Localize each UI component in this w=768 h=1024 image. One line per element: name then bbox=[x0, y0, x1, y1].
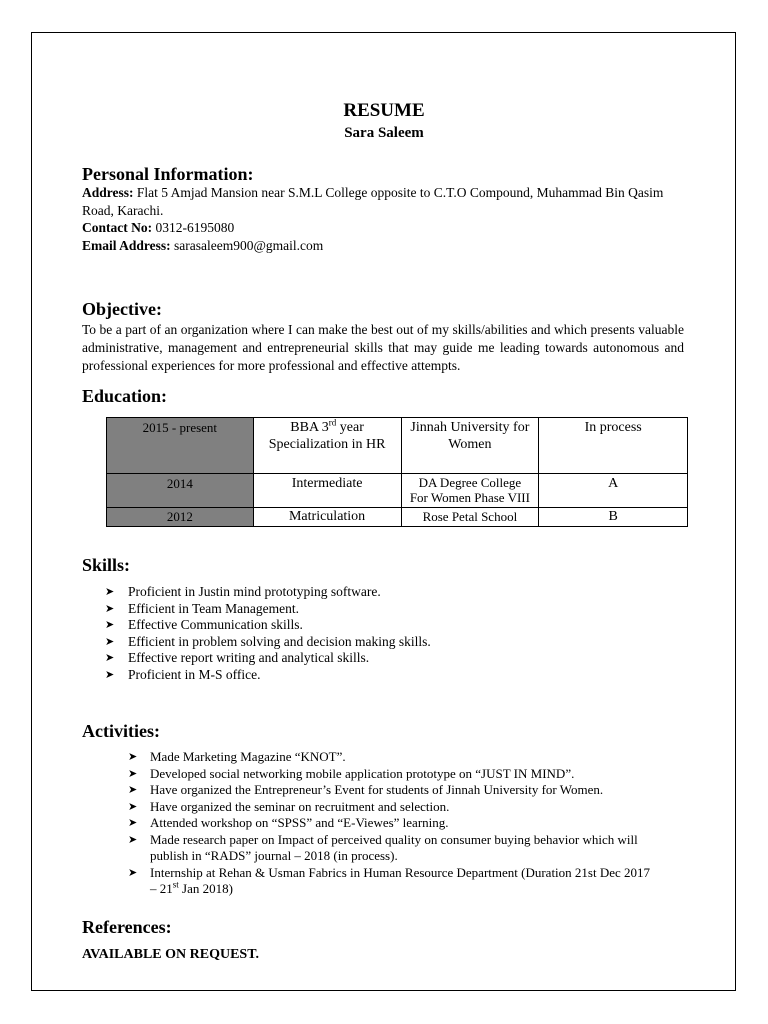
arrow-bullet-icon: ➤ bbox=[128, 866, 138, 879]
list-item-continued: publish in “RADS” journal – 2018 (in process). bbox=[150, 848, 398, 863]
contact-label: Contact No: bbox=[82, 220, 153, 235]
personal-info-heading: Personal Information: bbox=[82, 164, 254, 184]
list-item: ➤ Proficient in M-S office. bbox=[105, 666, 261, 682]
result-cell: A bbox=[539, 474, 688, 508]
year-cell: 2015 - present bbox=[107, 418, 254, 474]
arrow-bullet-icon: ➤ bbox=[105, 652, 115, 664]
arrow-bullet-icon: ➤ bbox=[128, 833, 138, 846]
arrow-bullet-icon: ➤ bbox=[128, 817, 138, 829]
education-table bbox=[106, 417, 688, 527]
email-line bbox=[82, 238, 323, 254]
list-item: ➤ Effective report writing and analytical skills. bbox=[105, 650, 370, 665]
candidate-name: Sara Saleem bbox=[344, 125, 424, 141]
list-item: ➤ Proficient in Justin mind prototyping software. bbox=[105, 584, 381, 599]
arrow-bullet-icon: ➤ bbox=[105, 668, 115, 681]
objective-text: To be a part of an organization where I can make the best out of my skills/abilities and which presents valuable administrative, management and entrepreneurial skills that may guide me leading towards autonomous and professional experiences for more professional and effective attempts. bbox=[82, 322, 684, 373]
degree-cell: Matriculation bbox=[253, 508, 401, 527]
table-row bbox=[107, 418, 688, 474]
list-item: ➤ Developed social networking mobile application prototype on “JUST IN MIND”. bbox=[128, 765, 575, 781]
address-line bbox=[82, 185, 663, 201]
skills-heading: Skills: bbox=[82, 555, 131, 575]
list-item: ➤ Efficient in Team Management. bbox=[105, 600, 299, 616]
activities-list bbox=[128, 749, 650, 898]
list-item: ➤ Attended workshop on “SPSS” and “E-Viewes” learning. bbox=[128, 815, 449, 830]
list-item: ➤ Have organized the seminar on recruitment and selection. bbox=[128, 798, 450, 814]
year-cell: 2014 bbox=[107, 474, 254, 508]
contact-line bbox=[82, 220, 234, 236]
list-item: ➤ Made research paper on Impact of perceived quality on consumer buying behavior which will bbox=[128, 831, 638, 847]
list-item: ➤ Efficient in problem solving and decision making skills. bbox=[105, 633, 431, 649]
list-item: ➤ Internship at Rehan & Usman Fabrics in Human Resource Department (Duration 21st Dec 2017 bbox=[128, 864, 651, 880]
address-line-2: Road, Karachi. bbox=[82, 203, 164, 218]
result-cell: In process bbox=[539, 418, 688, 474]
arrow-bullet-icon: ➤ bbox=[105, 586, 115, 598]
list-item-continued: – 21st Jan 2018) bbox=[150, 879, 233, 896]
resume-title: RESUME bbox=[343, 100, 425, 121]
objective-heading: Objective: bbox=[82, 299, 162, 319]
list-item: ➤ Have organized the Entrepreneur’s Event for students of Jinnah University for Women. bbox=[128, 782, 604, 797]
arrow-bullet-icon: ➤ bbox=[105, 619, 115, 631]
activities-heading: Activities: bbox=[82, 721, 160, 741]
education-heading: Education: bbox=[82, 386, 168, 406]
degree-cell: Intermediate bbox=[253, 474, 401, 508]
arrow-bullet-icon: ➤ bbox=[128, 751, 138, 763]
arrow-bullet-icon: ➤ bbox=[128, 784, 138, 796]
degree-cell: BBA 3rd year Specialization in HR bbox=[253, 418, 401, 474]
table-row bbox=[107, 508, 688, 527]
institute-cell: Jinnah University for Women bbox=[401, 418, 539, 474]
list-item: ➤ Made Marketing Magazine “KNOT”. bbox=[128, 749, 346, 764]
institute-cell: DA Degree College For Women Phase VIII bbox=[401, 474, 539, 508]
email-label: Email Address: bbox=[82, 238, 171, 253]
result-cell: B bbox=[539, 508, 688, 527]
address-value: Flat 5 Amjad Mansion near S.M.L College opposite to C.T.O Compound, Muhammad Bin Qasim bbox=[136, 185, 664, 200]
contact-value: 0312-6195080 bbox=[155, 220, 235, 235]
arrow-bullet-icon: ➤ bbox=[105, 602, 115, 615]
references-text: AVAILABLE ON REQUEST. bbox=[82, 947, 260, 962]
email-value: sarasaleem900@gmail.com bbox=[174, 238, 324, 253]
references-heading: References: bbox=[82, 917, 172, 937]
address-label: Address: bbox=[82, 185, 134, 200]
list-item: ➤ Effective Communication skills. bbox=[105, 617, 303, 632]
arrow-bullet-icon: ➤ bbox=[105, 635, 115, 648]
arrow-bullet-icon: ➤ bbox=[128, 767, 138, 780]
skills-list bbox=[105, 584, 431, 683]
institute-cell: Rose Petal School bbox=[401, 508, 539, 527]
year-cell: 2012 bbox=[107, 508, 254, 527]
table-row bbox=[107, 474, 688, 508]
arrow-bullet-icon: ➤ bbox=[128, 800, 138, 813]
